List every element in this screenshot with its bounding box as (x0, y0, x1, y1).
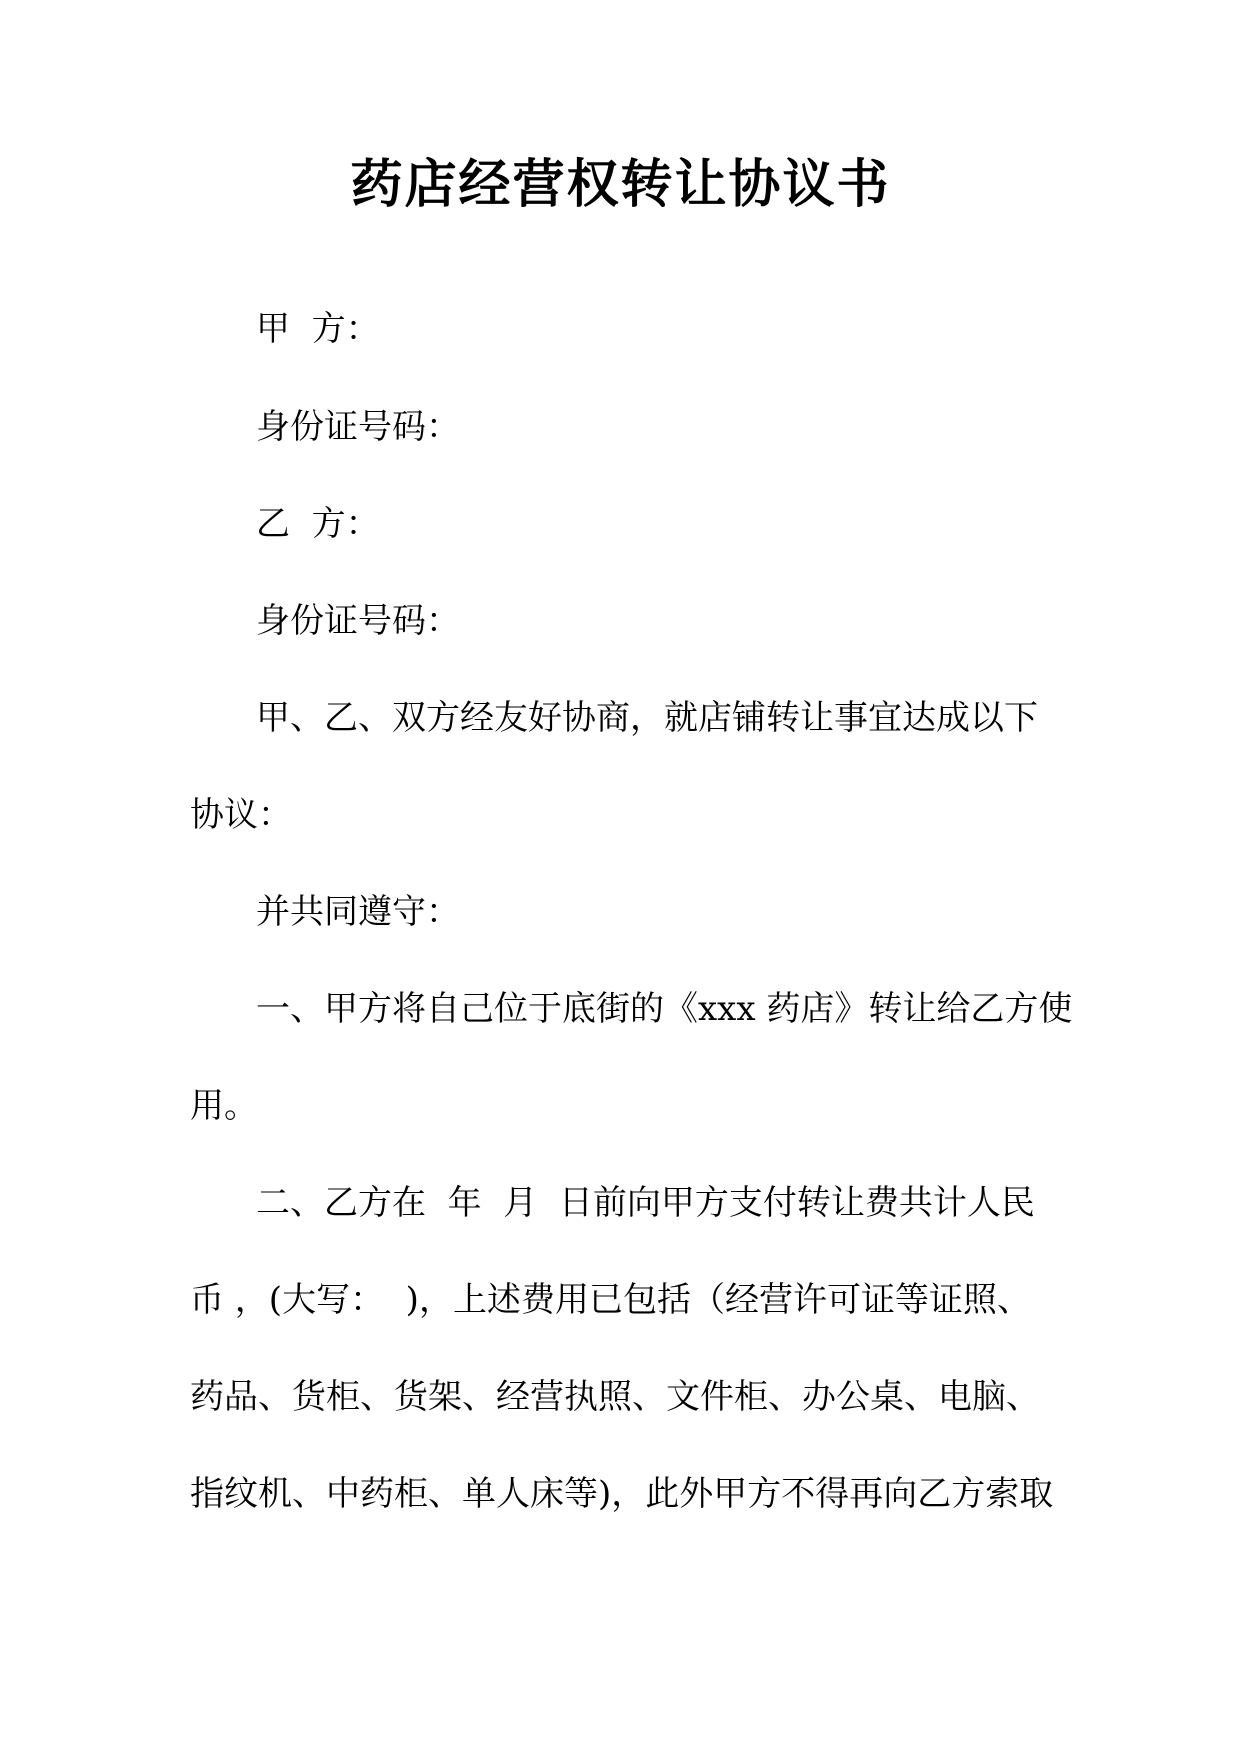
party-a-id-label: 身份证号码： (256, 407, 460, 447)
party-b-id-label: 身份证号码： (256, 601, 460, 641)
clause-2-line-2: 币 ，(大写： )，上述费用已包括（经营许可证等证照、 (190, 1280, 1031, 1320)
party-b-label: 乙 方： (256, 504, 380, 544)
clause-1-line-1: 一、甲方将自己位于底街的《xxx 药店》转让给乙方使 (256, 989, 1073, 1029)
clause-2-line-1: 二、乙方在 年 月 日前向甲方支付转让费共计人民 (256, 1183, 1035, 1223)
document-title: 药店经营权转让协议书 (350, 154, 891, 215)
clause-1-line-2: 用。 (190, 1086, 258, 1126)
preamble-line-3: 并共同遵守： (256, 892, 460, 932)
clause-2-line-3: 药品、货柜、货架、经营执照、文件柜、办公桌、电脑、 (190, 1377, 1040, 1417)
party-a-label: 甲 方： (256, 309, 380, 349)
preamble-line-1: 甲、乙、双方经友好协商，就店铺转让事宜达成以下 (256, 698, 1038, 738)
clause-2-line-4: 指纹机、中药柜、单人床等)，此外甲方不得再向乙方索取 (190, 1474, 1054, 1514)
preamble-line-2: 协议： (190, 795, 292, 835)
